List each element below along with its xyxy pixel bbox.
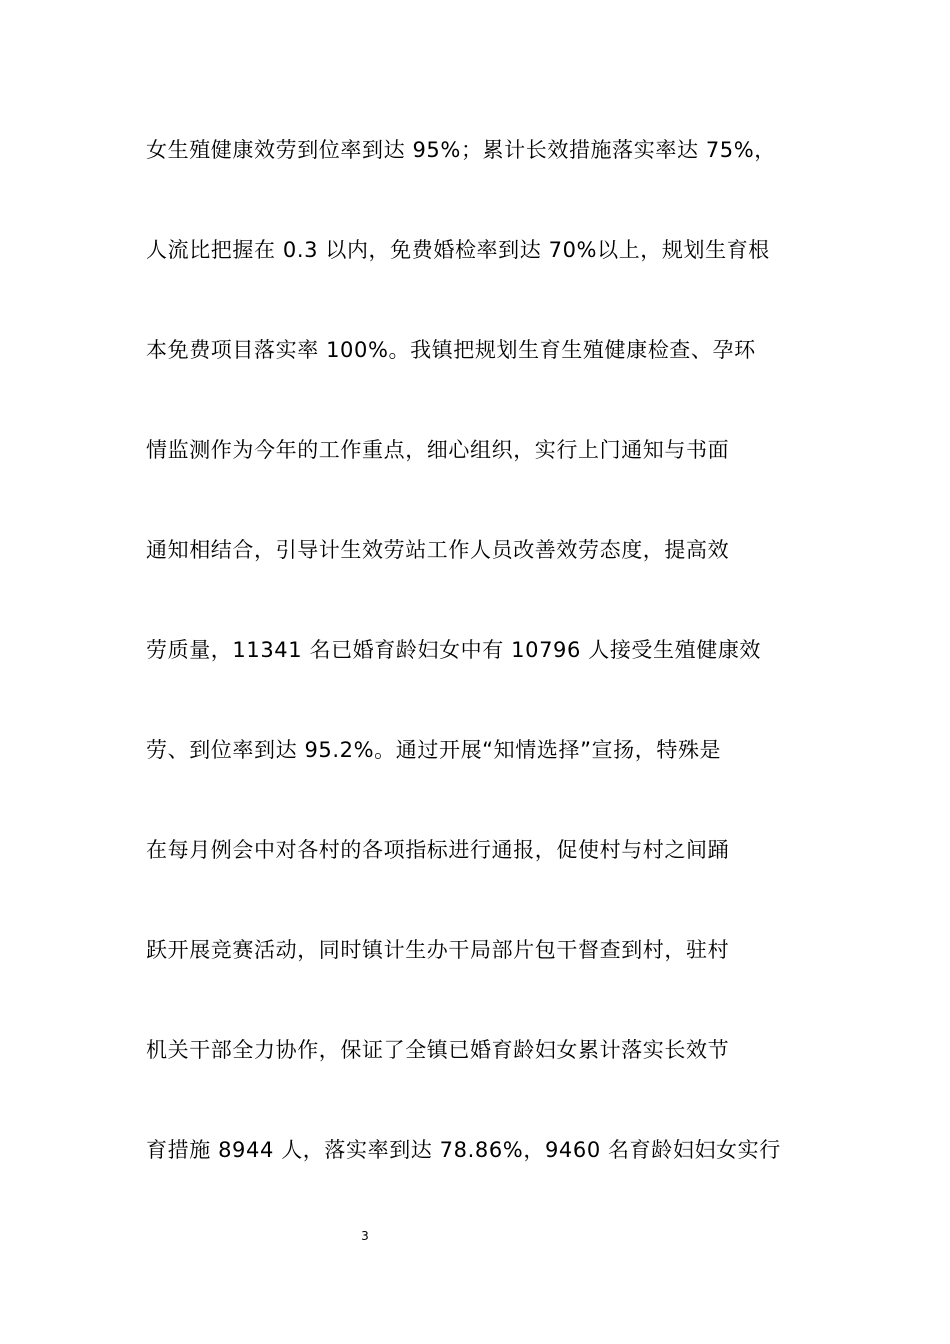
page-number: 3 bbox=[361, 1229, 369, 1243]
body-text-line: 跃开展竞赛活动，同时镇计生办干局部片包干督查到村，驻村 bbox=[146, 938, 730, 962]
body-text-line: 人流比把握在 0.3 以内，免费婚检率到达 70%以上，规划生育根 bbox=[146, 238, 770, 262]
body-text-line: 女生殖健康效劳到位率到达 95%；累计长效措施落实率达 75%， bbox=[146, 138, 776, 162]
body-text-line: 劳、到位率到达 95.2%。通过开展“知情选择”宣扬，特殊是 bbox=[146, 738, 722, 762]
body-text-line: 情监测作为今年的工作重点，细心组织，实行上门通知与书面 bbox=[146, 438, 730, 462]
body-text-line: 本免费项目落实率 100%。我镇把规划生育生殖健康检查、孕环 bbox=[146, 338, 756, 362]
body-text-line: 通知相结合，引导计生效劳站工作人员改善效劳态度，提高效 bbox=[146, 538, 730, 562]
body-text-line: 在每月例会中对各村的各项指标进行通报，促使村与村之间踊 bbox=[146, 838, 730, 862]
body-text-line: 育措施 8944 人，落实率到达 78.86%，9460 名育龄妇妇女实行 bbox=[146, 1138, 781, 1162]
body-text-line: 劳质量，11341 名已婚育龄妇女中有 10796 人接受生殖健康效 bbox=[146, 638, 762, 662]
body-text-line: 机关干部全力协作，保证了全镇已婚育龄妇女累计落实长效节 bbox=[146, 1038, 730, 1062]
